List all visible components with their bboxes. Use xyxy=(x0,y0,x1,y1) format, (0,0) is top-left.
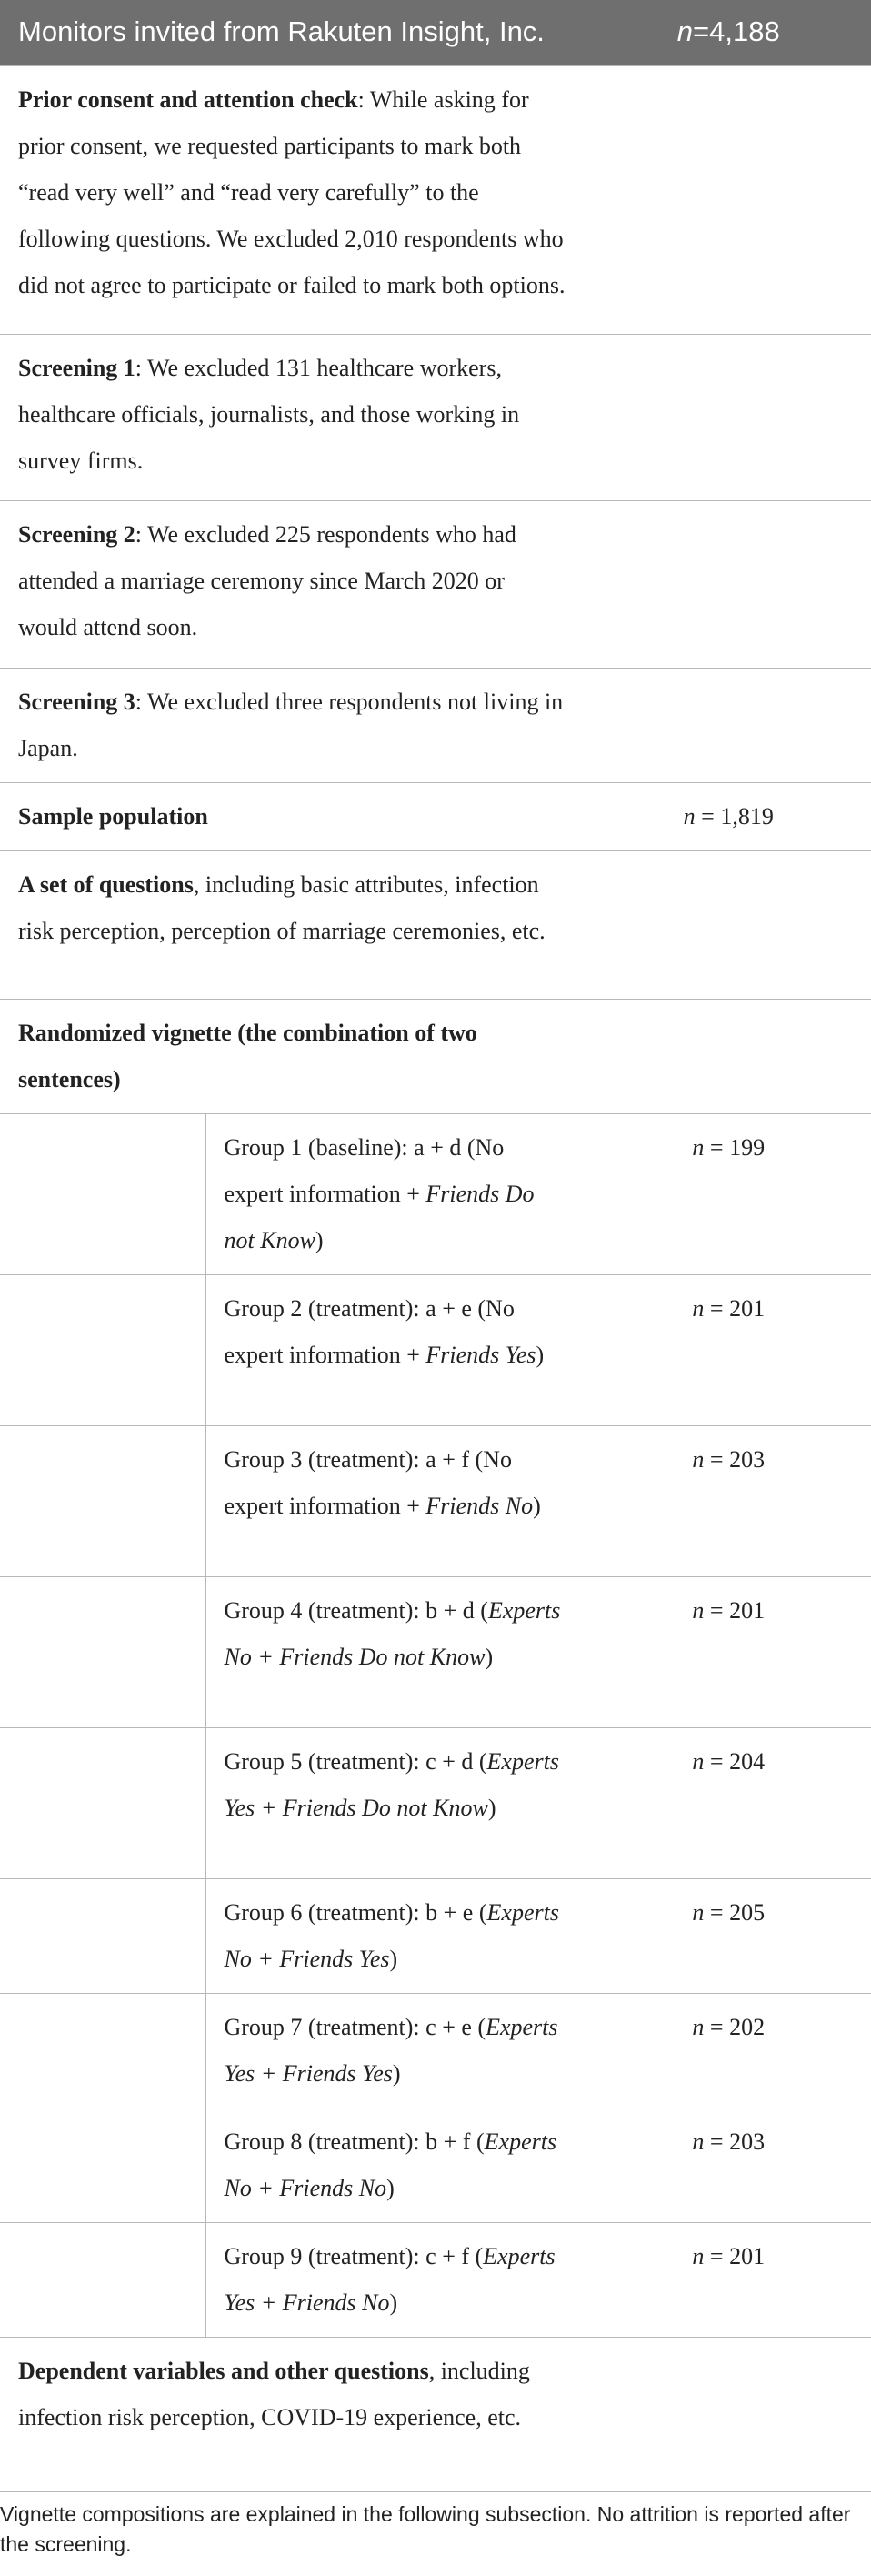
group-4-n: n = 201 xyxy=(586,1577,871,1728)
group-1-n: n = 199 xyxy=(586,1114,871,1275)
table-row xyxy=(0,1000,871,1114)
indent-cell xyxy=(0,1994,205,2108)
row-value xyxy=(586,335,871,501)
row-value xyxy=(586,669,871,783)
row-screening-2: Screening 2: We excluded 225 respondents who had attended a marriage ceremony since March 2020 or would attend soon. xyxy=(0,501,586,669)
group-2-label: Group 2 (treatment): a + e (No expert information + Friends Yes) xyxy=(205,1275,586,1426)
row-value xyxy=(586,66,871,335)
indent-cell xyxy=(0,2223,205,2338)
table-row-group xyxy=(0,1994,871,2108)
row-screening-1: Screening 1: We excluded 131 healthcare workers, healthcare officials, journalists, and those working in survey firms. xyxy=(0,335,586,501)
table-row xyxy=(0,2338,871,2492)
row-value xyxy=(586,2338,871,2492)
table-row xyxy=(0,851,871,1000)
row-value xyxy=(586,501,871,669)
group-2-n: n = 201 xyxy=(586,1275,871,1426)
group-9-n: n = 201 xyxy=(586,2223,871,2338)
group-1-label: Group 1 (baseline): a + d (No expert information + Friends Do not Know) xyxy=(205,1114,586,1275)
header-total-n: n=4,188 xyxy=(586,0,871,66)
indent-cell xyxy=(0,1577,205,1728)
group-9-label: Group 9 (treatment): c + f (Experts Yes + Friends No) xyxy=(205,2223,586,2338)
table-row-group xyxy=(0,2223,871,2338)
group-3-label: Group 3 (treatment): a + f (No expert information + Friends No) xyxy=(205,1426,586,1577)
group-6-n: n = 205 xyxy=(586,1879,871,1994)
table-row-group xyxy=(0,1879,871,1994)
table-row xyxy=(0,501,871,669)
row-dependent-variables: Dependent variables and other questions, including infection risk perception, COVID-19 experience, etc. xyxy=(0,2338,586,2492)
group-8-label: Group 8 (treatment): b + f (Experts No + Friends No) xyxy=(205,2108,586,2223)
group-4-label: Group 4 (treatment): b + d (Experts No + Friends Do not Know) xyxy=(205,1577,586,1728)
group-7-n: n = 202 xyxy=(586,1994,871,2108)
group-5-n: n = 204 xyxy=(586,1728,871,1879)
group-8-n: n = 203 xyxy=(586,2108,871,2223)
table-row xyxy=(0,335,871,501)
indent-cell xyxy=(0,1114,205,1275)
table-header-row xyxy=(0,0,871,66)
indent-cell xyxy=(0,1275,205,1426)
group-7-label: Group 7 (treatment): c + e (Experts Yes + Friends Yes) xyxy=(205,1994,586,2108)
row-randomized-vignette: Randomized vignette (the combination of two sentences) xyxy=(0,1000,586,1114)
table-row-group xyxy=(0,1426,871,1577)
row-sample-population: Sample population xyxy=(0,783,586,851)
group-3-n: n = 203 xyxy=(586,1426,871,1577)
group-6-label: Group 6 (treatment): b + e (Experts No + Friends Yes) xyxy=(205,1879,586,1994)
row-prior-consent: Prior consent and attention check: While asking for prior consent, we requested participants to mark both “read very well” and “read very carefully” to the following questions. We excluded 2,010 respondents who did not agree to participate or failed to mark both options. xyxy=(0,66,586,335)
table-row xyxy=(0,66,871,335)
table-row-group xyxy=(0,2108,871,2223)
header-monitors: Monitors invited from Rakuten Insight, Inc. xyxy=(0,0,586,66)
group-5-label: Group 5 (treatment): c + d (Experts Yes + Friends Do not Know) xyxy=(205,1728,586,1879)
table-row-group xyxy=(0,1114,871,1275)
table-row-group xyxy=(0,1275,871,1426)
table-row-group xyxy=(0,1728,871,1879)
table-footnote: Vignette compositions are explained in the following subsection. No attrition is reported after the screening. xyxy=(0,2502,851,2556)
indent-cell xyxy=(0,2108,205,2223)
row-screening-3: Screening 3: We excluded three respondents not living in Japan. xyxy=(0,669,586,783)
row-value-sample: n = 1,819 xyxy=(586,783,871,851)
table-row-group xyxy=(0,1577,871,1728)
indent-cell xyxy=(0,1728,205,1879)
row-question-set: A set of questions, including basic attributes, infection risk perception, perception of marriage ceremonies, etc. xyxy=(0,851,586,1000)
indent-cell xyxy=(0,1879,205,1994)
table-row xyxy=(0,669,871,783)
row-value xyxy=(586,851,871,1000)
table-row xyxy=(0,783,871,851)
indent-cell xyxy=(0,1426,205,1577)
row-value xyxy=(586,1000,871,1114)
